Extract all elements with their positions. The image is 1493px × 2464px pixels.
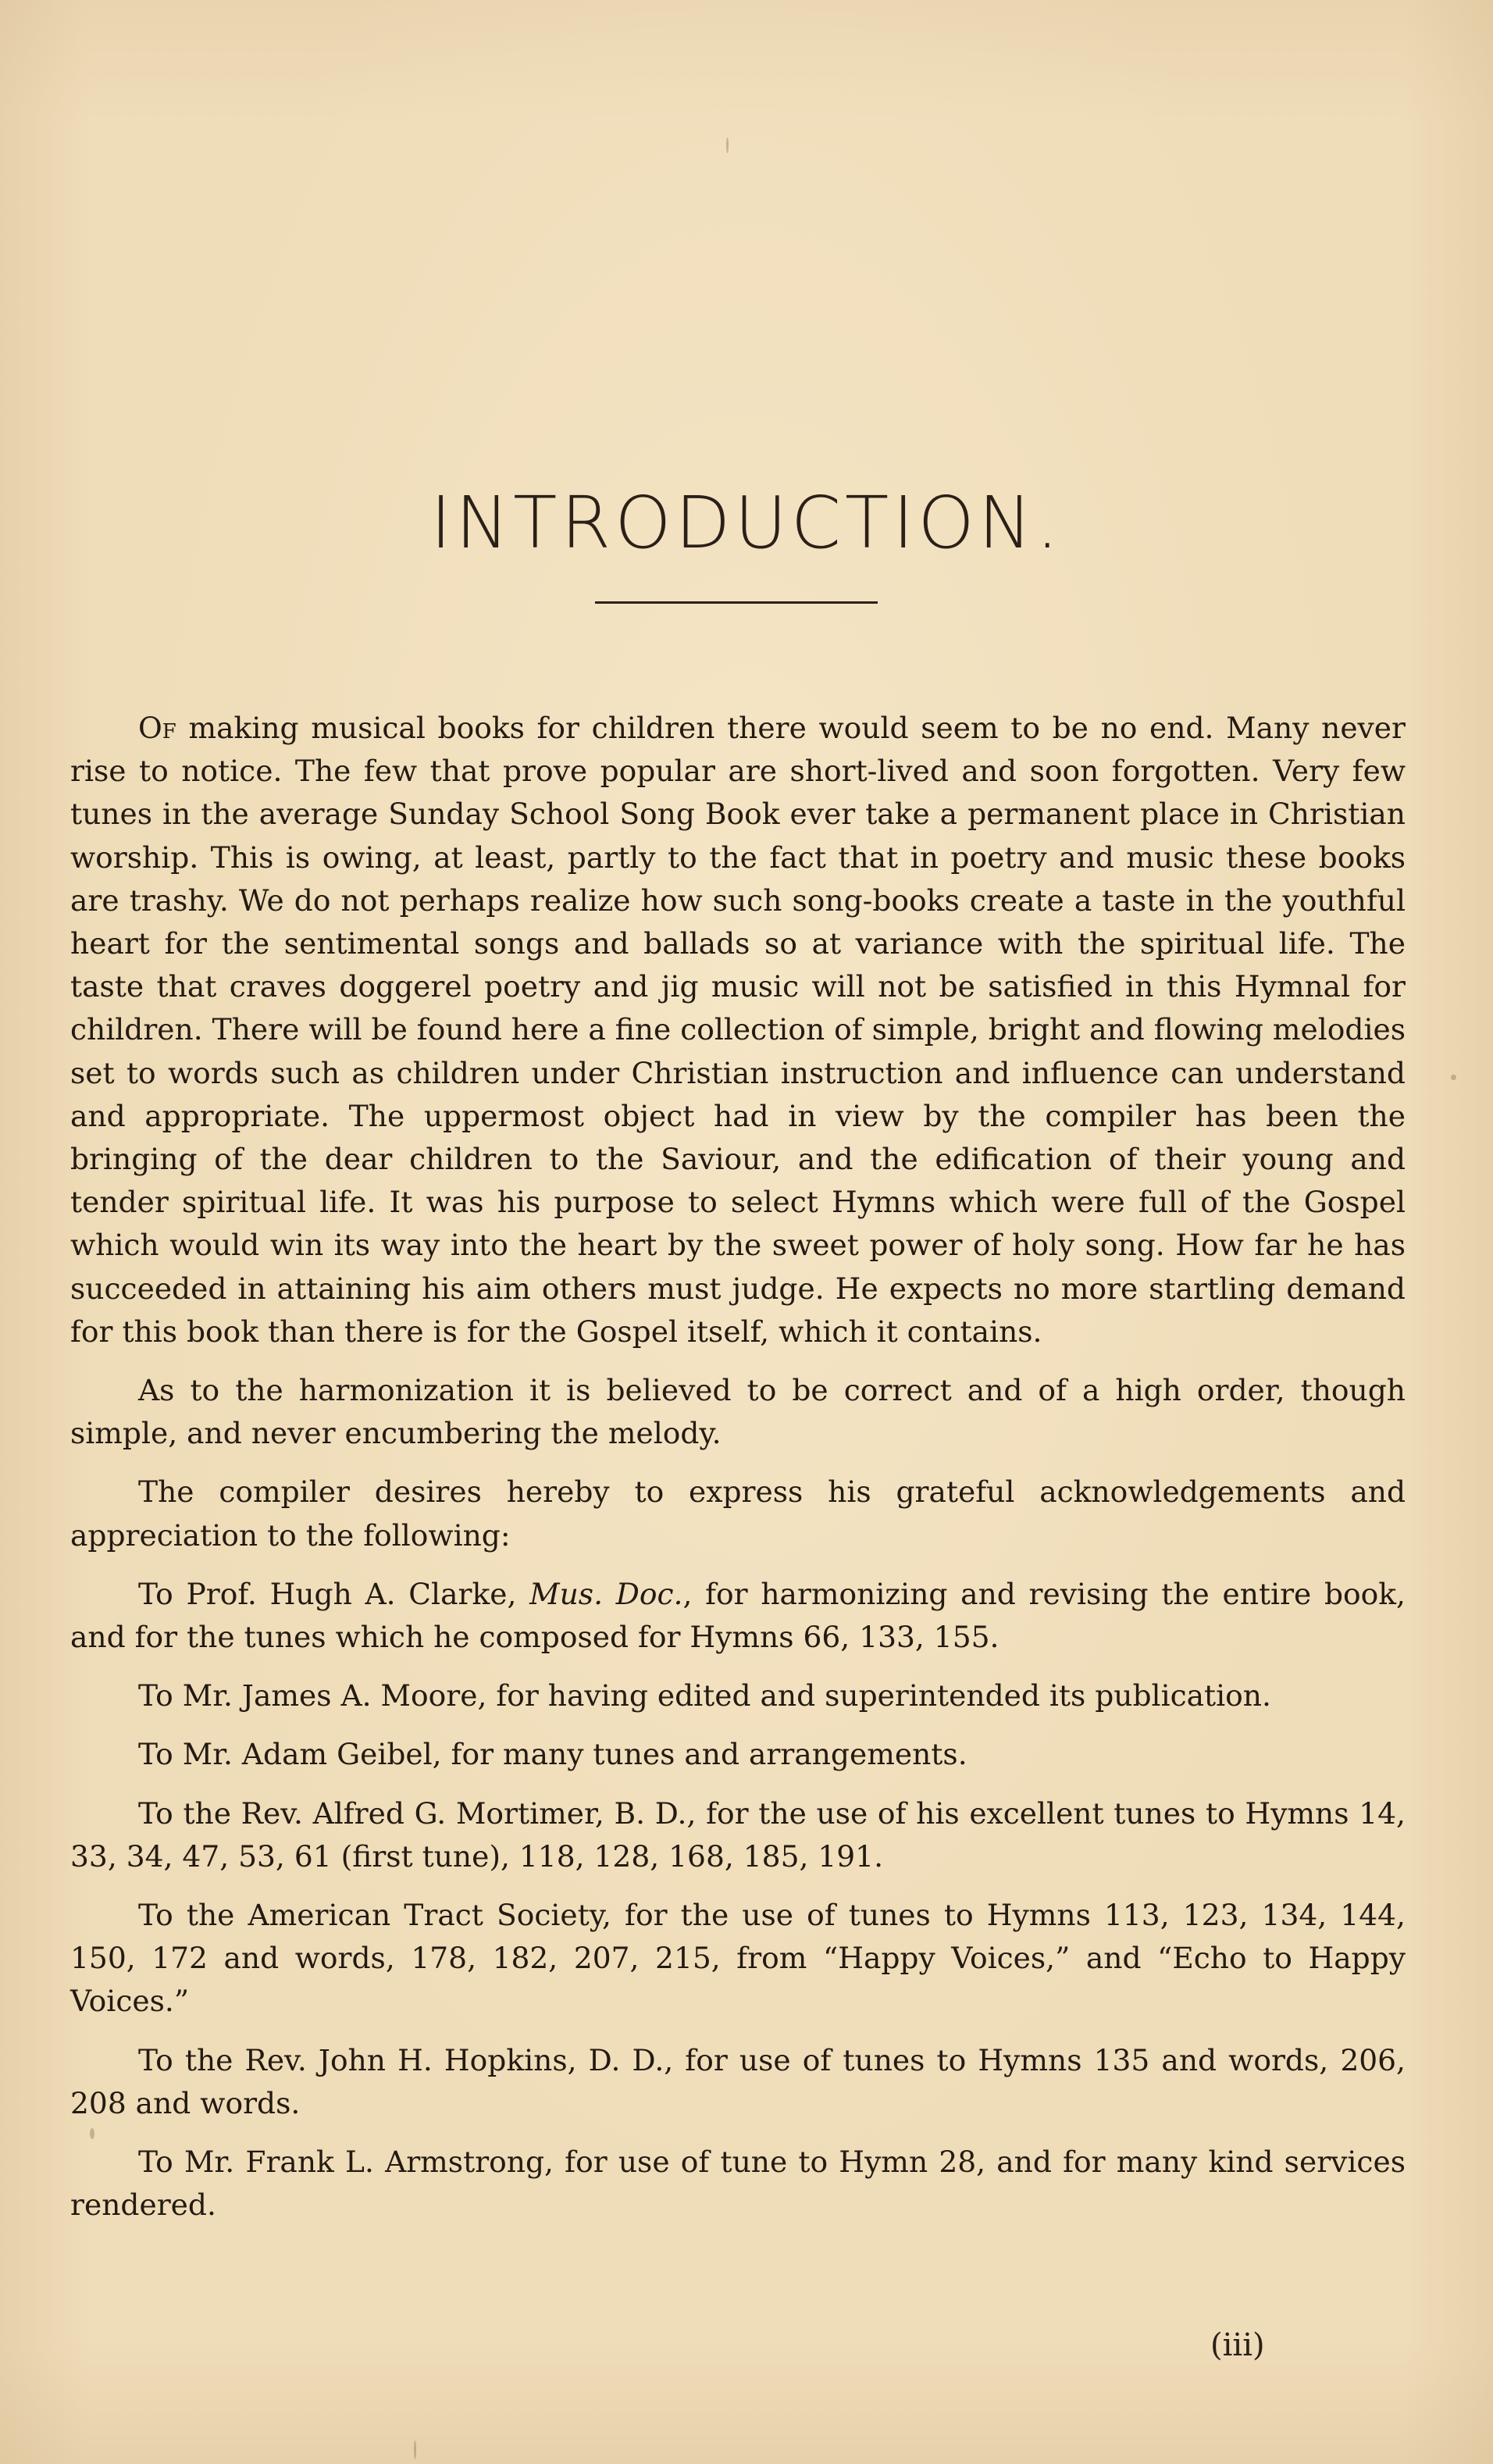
paragraph-geibel: To Mr. Adam Geibel, for many tunes and arrangements.	[138, 1737, 967, 1772]
clarke-text-after: , for harmonizing and revising the entire book, and for the tunes which he composed for Hymns 66, 133, 155.	[70, 1576, 1406, 1655]
paper-speck	[90, 2128, 94, 2139]
paragraph-acknowledgements: The compiler desires hereby to express his grateful acknowledgements and appreciation to the following:	[70, 1474, 1406, 1553]
paper-speck	[414, 2441, 416, 2459]
page-title: INTRODUCTION.	[430, 480, 1063, 565]
paragraph-hopkins: To the Rev. John H. Hopkins, D. D., for use of tunes to Hymns 135 and words, 206, 208 and words.	[70, 2042, 1406, 2120]
title-rule	[595, 601, 878, 604]
paragraph-mortimer: To the Rev. Alfred G. Mortimer, B. D., for the use of his excellent tunes to Hymns 14, 33, 34, 47, 53, 61 (first tune), 118, 128, 168, 185, 191.	[70, 1795, 1406, 1874]
paragraph-tract-society: To the American Tract Society, for the use of tunes to Hymns 113, 123, 134, 144, 150, 172 and words, 178, 182, 207, 215, from “Happy Voices,” and “Echo to Happy Voices.”	[70, 1898, 1406, 2019]
paragraph-armstrong: To Mr. Frank L. Armstrong, for use of tune to Hymn 28, and for many kind services rendered.	[70, 2145, 1406, 2223]
clarke-degree: Mus. Doc.	[529, 1576, 683, 1611]
page-number: (iii)	[1210, 2327, 1265, 2363]
paragraph-opening-text: making musical books for children there would seem to be no end. Many never rise to notice. The few that prove popular are short-lived and soon forgotten. Very few tunes in the average Sunday School Song Book ever take a permanent place in Christian worship. This is owing, at least, partly to the fact that in poetry and music these books are trashy. We do not perhaps realize how such song-books create a taste in the youthful heart for the sentimental songs and ballads so at variance with the spiritual life. The taste that craves doggerel poetry and jig music will not be satisfied in this Hymnal for children. There will be found here a fine collection of simple, bright and flowing melodies set to words such as children under Christian instruction and influence can understand and appropriate. The uppermost object had in view by the compiler has been the bringing of the dear children to the Saviour, and the edification of their young and tender spiritual life. It was his purpose to select Hymns which were full of the Gospel which would win its way into the heart by the sweet power of holy song. How far he has succeeded in attaining his aim others must judge. He expects no more startling demand for this book than there is for the Gospel itself, which it contains.	[70, 711, 1406, 1349]
paragraph-harmonization: As to the harmonization it is believed to be correct and of a high order, though simple, and never encumbering the melody.	[70, 1373, 1406, 1451]
body-text	[70, 707, 1406, 2243]
clarke-text-before: To Prof. Hugh A. Clarke,	[138, 1576, 530, 1611]
paper-speck	[726, 137, 729, 153]
paragraph-moore: To Mr. James A. Moore, for having edited and superintended its publication.	[138, 1678, 1271, 1713]
paper-speck	[1451, 1075, 1456, 1080]
paragraph-clarke	[70, 1573, 1406, 1659]
paragraph-opening	[70, 707, 1406, 1353]
opening-word: Of	[138, 711, 176, 745]
